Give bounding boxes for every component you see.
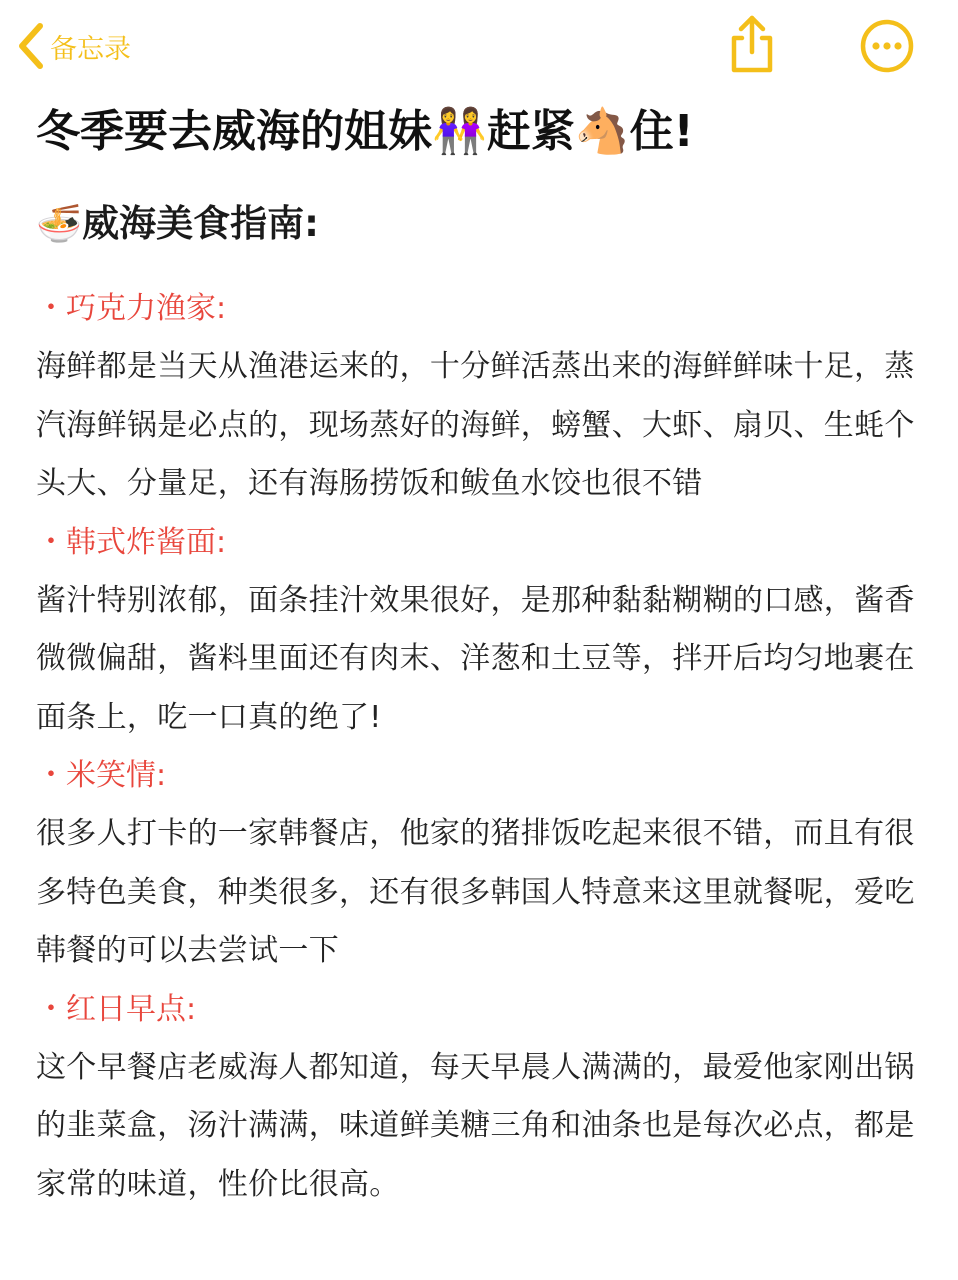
back-button-label: 备忘录	[50, 33, 131, 65]
section-mixiaoqing	[36, 747, 926, 981]
section-heading: ・巧克力渔家:	[36, 291, 227, 326]
navigation-bar	[0, 0, 958, 92]
note-subtitle: 🍜威海美食指南:	[36, 202, 319, 245]
section-body: 海鲜都是当天从渔港运来的，十分鲜活蒸出来的海鲜鲜味十足，蒸汽海鲜锅是必点的，现场蒸好的海鲜，螃蟹、大虾、扇贝、生蚝个头大、分量足，还有海肠捞饭和鲅鱼水饺也很不错	[36, 349, 915, 501]
share-icon	[726, 59, 778, 78]
section-chocolate-fisherman	[36, 280, 926, 514]
section-hongri-breakfast	[36, 981, 926, 1215]
section-heading: ・米笑情:	[36, 758, 167, 793]
note-title: 冬季要去威海的姐妹👭赶紧🐴住!	[36, 106, 694, 157]
section-korean-noodles	[36, 514, 926, 748]
section-body: 这个早餐店老威海人都知道，每天早晨人满满的，最爱他家刚出锅的韭菜盒，汤汁满满，味道鲜美糖三角和油条也是每次必点，都是家常的味道，性价比很高。	[36, 1049, 915, 1202]
note-body[interactable]	[36, 280, 926, 1214]
section-heading: ・韩式炸酱面:	[36, 524, 227, 560]
section-body: 很多人打卡的一家韩餐店，他家的猪排饭吃起来很不错，而且有很多特色美食，种类很多，还有很多韩国人特意来这里就餐呢，爱吃韩餐的可以去尝试一下	[36, 816, 915, 968]
more-button[interactable]	[860, 19, 914, 73]
more-icon	[860, 58, 914, 77]
back-button[interactable]	[16, 20, 131, 72]
section-body: 酱汁特别浓郁，面条挂汁效果很好，是那种黏黏糊糊的口感，酱香微微偏甜，酱料里面还有肉末、洋葱和土豆等，拌开后均匀地裹在面条上，吃一口真的绝了!	[36, 582, 915, 735]
section-heading: ・红日早点:	[36, 991, 197, 1027]
chevron-left-icon	[16, 22, 46, 70]
share-button[interactable]	[726, 14, 778, 74]
